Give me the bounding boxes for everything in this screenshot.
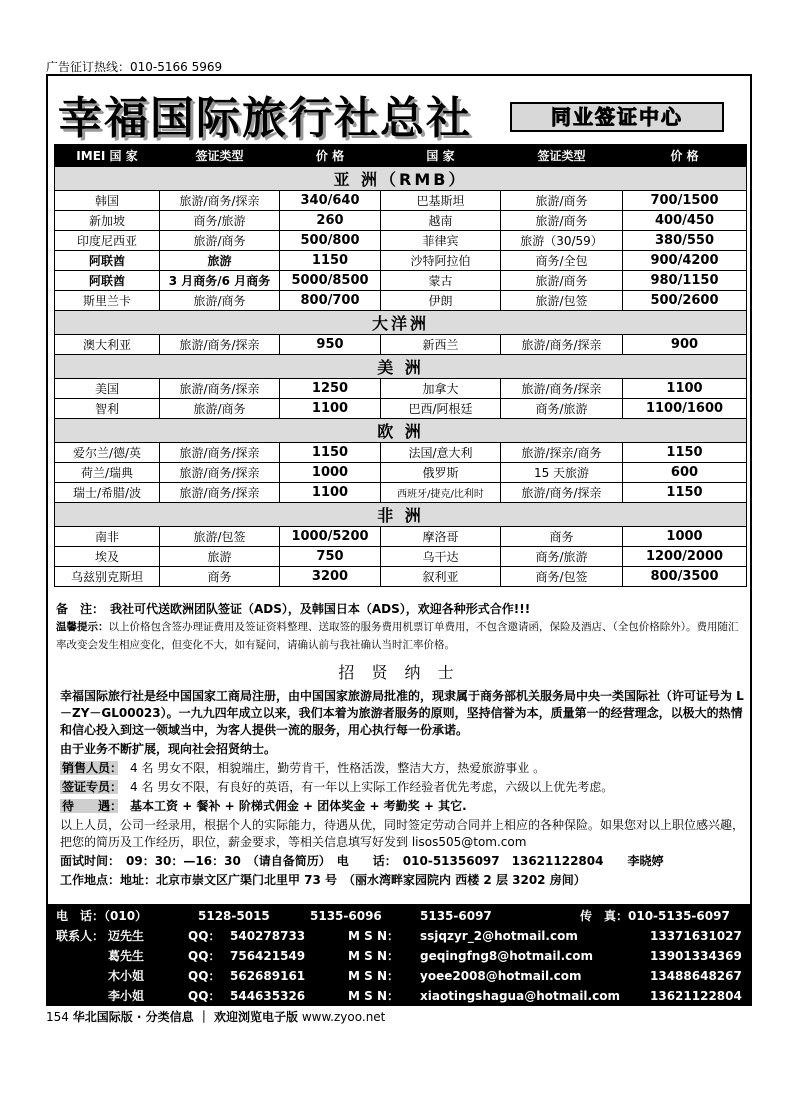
country-cell: 乌兹别克斯坦 (55, 567, 160, 587)
work-address: 工作地点：地址：北京市崇文区广渠门北里甲 73 号 （丽水湾畔家园院内 西楼 2 层 3202 房间） (60, 873, 586, 887)
visa-type-cell: 商务/旅游 (501, 547, 623, 567)
country-cell: 沙特阿拉伯 (381, 251, 501, 271)
country-cell: 瑞士/希腊/波 (55, 483, 160, 503)
price-cell: 750 (280, 547, 381, 567)
table-row (55, 191, 747, 211)
visa-type-cell: 旅游/商务 (160, 291, 280, 311)
country-cell: 西班牙/捷克/比利时 (381, 483, 501, 503)
header-price: 价 格 (280, 145, 381, 167)
msn-address: xiaotingshagua@hotmail.com (420, 989, 620, 1003)
table-row (55, 399, 747, 419)
country-cell: 叙利亚 (381, 567, 501, 587)
header-country: IMEI 国 家 (55, 145, 160, 167)
visa-type-cell: 旅游/商务 (501, 211, 623, 231)
price-cell: 980/1150 (623, 271, 747, 291)
contact-name: 李小姐 (108, 989, 145, 1003)
table-row (55, 567, 747, 587)
price-cell: 5000/8500 (280, 271, 381, 291)
country-cell: 伊朗 (381, 291, 501, 311)
visa-text: 4 名 男女不限，有良好的英语，有一年以上实际工作经验者优先考虑，六级以上优先考虑。 (130, 780, 614, 794)
price-cell: 1100 (623, 379, 747, 399)
price-cell: 500/800 (280, 231, 381, 251)
ad-hotline: 广告征订热线：010-5166 5969 (46, 60, 223, 74)
region-label: 美 洲 (55, 355, 747, 379)
visa-type-cell: 旅游 (160, 547, 280, 567)
table-row (55, 271, 747, 291)
benefit-text: 基本工资 + 餐补 + 阶梯式佣金 + 团体奖金 + 考勤奖 + 其它. (130, 799, 467, 813)
visa-label: 签证专员： (62, 780, 117, 794)
msn-label: M S N： (348, 969, 399, 983)
price-cell: 1100/1600 (623, 399, 747, 419)
price-cell: 380/550 (623, 231, 747, 251)
qq-number: 562689161 (230, 969, 306, 983)
price-cell: 1150 (623, 483, 747, 503)
visa-type-cell: 旅游（30/59） (501, 231, 623, 251)
visa-type-cell: 旅游/商务/探亲 (160, 191, 280, 211)
mobile-number: 13488648267 (650, 969, 742, 983)
msn-label: M S N： (348, 989, 399, 1003)
price-cell: 260 (280, 211, 381, 231)
msn-label: M S N： (348, 949, 399, 963)
visa-type-cell: 商务/旅游 (160, 211, 280, 231)
recruit-section (60, 688, 744, 891)
country-cell: 菲律宾 (381, 231, 501, 251)
visa-type-cell: 旅游/包签 (160, 527, 280, 547)
qq-number: 756421549 (230, 949, 306, 963)
page-number: 154 (46, 1010, 69, 1024)
country-cell: 爱尔兰/德/英 (55, 443, 160, 463)
table-row (55, 443, 747, 463)
notes-section (56, 600, 746, 654)
region-label: 非 洲 (55, 503, 747, 527)
visa-position (60, 779, 744, 796)
country-cell: 阿联酋 (55, 271, 160, 291)
qq-label: QQ： (188, 969, 221, 983)
mobile-number: 13621122804 (650, 989, 742, 1003)
price-cell: 900/4200 (623, 251, 747, 271)
visa-type-cell: 旅游/商务 (160, 399, 280, 419)
header-visa-type: 签证类型 (501, 145, 623, 167)
visa-type-cell: 商务/包签 (501, 567, 623, 587)
visa-type-cell: 旅游/商务/探亲 (501, 335, 623, 355)
region-label: 亚 洲（RMB） (55, 167, 747, 191)
region-header-america (55, 355, 747, 379)
contact-panel (48, 904, 750, 1004)
benefit-label: 待 遇： (62, 799, 117, 813)
msn-address: ssjqzyr_2@hotmail.com (420, 929, 578, 943)
employment-note: 以上人员，公司一经录用，根据个人的实际能力，待遇从优，同时签定劳动合同并上相应的各种保险。如果您对以上职位感兴趣，把您的简历及工作经历，职位，薪金要求，等相关信息填写好发到 lisos505@tom.com (60, 818, 745, 849)
advertisement-frame (46, 74, 752, 1006)
price-cell: 900 (623, 335, 747, 355)
visa-type-cell: 商务/旅游 (501, 399, 623, 419)
warm-tip-label: 温馨提示： (56, 621, 109, 633)
price-cell: 500/2600 (623, 291, 747, 311)
visa-type-cell: 旅游/商务/探亲 (160, 443, 280, 463)
contact-label: 联系人： (56, 929, 105, 943)
visa-type-cell: 旅游/商务/探亲 (501, 483, 623, 503)
table-header-row (55, 145, 747, 167)
country-cell: 智利 (55, 399, 160, 419)
header (48, 76, 750, 144)
country-cell: 乌干达 (381, 547, 501, 567)
visa-type-cell: 商务 (160, 567, 280, 587)
company-intro: 幸福国际旅行社是经中国国家工商局注册，由中国国家旅游局批准的，现隶属于商务部机关服务局中央一类国际社（许可证号为 L－ZY－GL00023）。一九九四年成立以来，我们本着为旅游者服务的原则，坚持信誉为本，质量第一的经营理念，以极大的热情和信心投入到这一领域当中，为客人提供一流的服务，用心执行每一份承诺。 (60, 689, 744, 737)
price-cell: 700/1500 (623, 191, 747, 211)
visa-type-cell: 15 天旅游 (501, 463, 623, 483)
contact-name: 迈先生 (108, 929, 145, 943)
table-row (55, 527, 747, 547)
price-cell: 1200/2000 (623, 547, 747, 567)
price-cell: 3200 (280, 567, 381, 587)
visa-type-cell: 旅游/包签 (501, 291, 623, 311)
visa-type-cell: 旅游/探亲/商务 (501, 443, 623, 463)
edition-label: 华北国际版 · 分类信息 ｜ 欢迎浏览电子版 (72, 1010, 299, 1024)
qq-number: 540278733 (230, 929, 306, 943)
price-cell: 1100 (280, 399, 381, 419)
country-cell: 俄罗斯 (381, 463, 501, 483)
visa-type-cell: 3 月商务/6 月商务 (160, 271, 280, 291)
benefits (60, 798, 744, 815)
visa-type-cell: 旅游/商务 (501, 191, 623, 211)
region-label: 大洋洲 (55, 311, 747, 335)
region-header-africa (55, 503, 747, 527)
warm-tip-text: 以上价格包含签办理证费用及签证资料整理、送取签的服务费用机票订单费用，不包含邀请函，保险及酒店、（全包价格除外）。费用随汇率改变会发生相应变化，但变化不大，如有疑问，请确认前与我社确认当时汇率价格。 (56, 621, 739, 651)
country-cell: 澳大利亚 (55, 335, 160, 355)
price-cell: 800/700 (280, 291, 381, 311)
mobile-number: 13371631027 (650, 929, 742, 943)
page-footer (46, 1008, 385, 1025)
table-row (55, 211, 747, 231)
qq-label: QQ： (188, 989, 221, 1003)
header-visa-type: 签证类型 (160, 145, 280, 167)
country-cell: 韩国 (55, 191, 160, 211)
country-cell: 新西兰 (381, 335, 501, 355)
country-cell: 斯里兰卡 (55, 291, 160, 311)
price-cell: 800/3500 (623, 567, 747, 587)
region-label: 欧 洲 (55, 419, 747, 443)
region-header-asia (55, 167, 747, 191)
price-cell: 1150 (280, 251, 381, 271)
price-cell: 1000/5200 (280, 527, 381, 547)
expansion-note: 由于业务不断扩展，现向社会招贤纳士。 (60, 742, 277, 756)
visa-type-cell: 旅游 (160, 251, 280, 271)
msn-address: geqingfng8@hotmail.com (420, 949, 594, 963)
country-cell: 越南 (381, 211, 501, 231)
table-row (55, 335, 747, 355)
table-row (55, 251, 747, 271)
price-cell: 1150 (280, 443, 381, 463)
msn-address: yoee2008@hotmail.com (420, 969, 582, 983)
visa-type-cell: 旅游/商务/探亲 (501, 379, 623, 399)
phone-number: 5135-6096 (310, 909, 382, 923)
contact-name: 葛先生 (108, 949, 145, 963)
msn-label: M S N： (348, 929, 399, 943)
price-cell: 1150 (623, 443, 747, 463)
country-cell: 美国 (55, 379, 160, 399)
region-header-europe (55, 419, 747, 443)
table-row (55, 379, 747, 399)
sales-text: 4 名 男女不限，相貌端庄，勤劳肯干，性格活泼，整洁大方，热爱旅游事业 。 (130, 761, 546, 775)
visa-type-cell: 旅游/商务/探亲 (160, 483, 280, 503)
table-row (55, 483, 747, 503)
phone-number: 5128-5015 (198, 909, 270, 923)
visa-center-label: 同业签证中心 (510, 102, 724, 132)
visa-type-cell: 商务 (501, 527, 623, 547)
price-cell: 950 (280, 335, 381, 355)
fax-number: 传 真：010-5135-6097 (580, 909, 730, 923)
sales-position (60, 760, 744, 777)
country-cell: 法国/意大利 (381, 443, 501, 463)
visa-type-cell: 旅游/商务/探亲 (160, 463, 280, 483)
warm-tip (56, 618, 746, 654)
visa-type-cell: 旅游/商务 (501, 271, 623, 291)
country-cell: 加拿大 (381, 379, 501, 399)
table-row (55, 463, 747, 483)
country-cell: 巴基斯坦 (381, 191, 501, 211)
table-row (55, 231, 747, 251)
country-cell: 新加坡 (55, 211, 160, 231)
country-cell: 蒙古 (381, 271, 501, 291)
phone-label: 电 话：（010） (56, 909, 148, 923)
visa-type-cell: 商务/全包 (501, 251, 623, 271)
remark-line: 备 注： 我社可代送欧洲团队签证（ADS），及韩国日本（ADS），欢迎各种形式合作!!! (56, 602, 531, 616)
country-cell: 巴西/阿根廷 (381, 399, 501, 419)
visa-type-cell: 旅游/商务/探亲 (160, 335, 280, 355)
header-price: 价 格 (623, 145, 747, 167)
country-cell: 摩洛哥 (381, 527, 501, 547)
qq-label: QQ： (188, 949, 221, 963)
price-cell: 600 (623, 463, 747, 483)
visa-price-table (54, 144, 747, 587)
country-cell: 阿联酋 (55, 251, 160, 271)
price-cell: 400/450 (623, 211, 747, 231)
table-row (55, 291, 747, 311)
region-header-oceania (55, 311, 747, 335)
country-cell: 南非 (55, 527, 160, 547)
phone-number: 5135-6097 (420, 909, 492, 923)
country-cell: 埃及 (55, 547, 160, 567)
contact-name: 木小姐 (108, 969, 145, 983)
interview-info: 面试时间： 09：30：—16：30 （请自备简历） 电 话： 010-51356097 13621122804 李晓婷 (60, 854, 664, 868)
country-cell: 印度尼西亚 (55, 231, 160, 251)
recruit-title: 招 贤 纳 士 (338, 663, 460, 682)
price-cell: 340/640 (280, 191, 381, 211)
visa-type-cell: 旅游/商务/探亲 (160, 379, 280, 399)
price-cell: 1000 (623, 527, 747, 547)
price-cell: 1250 (280, 379, 381, 399)
sales-label: 销售人员： (62, 761, 117, 775)
site-url: www.zyoo.net (301, 1010, 386, 1024)
table-row (55, 547, 747, 567)
price-cell: 1000 (280, 463, 381, 483)
brand-title: 幸福国际旅行社总社 (58, 93, 472, 144)
price-cell: 1100 (280, 483, 381, 503)
header-country: 国 家 (381, 145, 501, 167)
mobile-number: 13901334369 (650, 949, 742, 963)
qq-number: 544635326 (230, 989, 306, 1003)
country-cell: 荷兰/瑞典 (55, 463, 160, 483)
qq-label: QQ： (188, 929, 221, 943)
visa-type-cell: 旅游/商务 (160, 231, 280, 251)
